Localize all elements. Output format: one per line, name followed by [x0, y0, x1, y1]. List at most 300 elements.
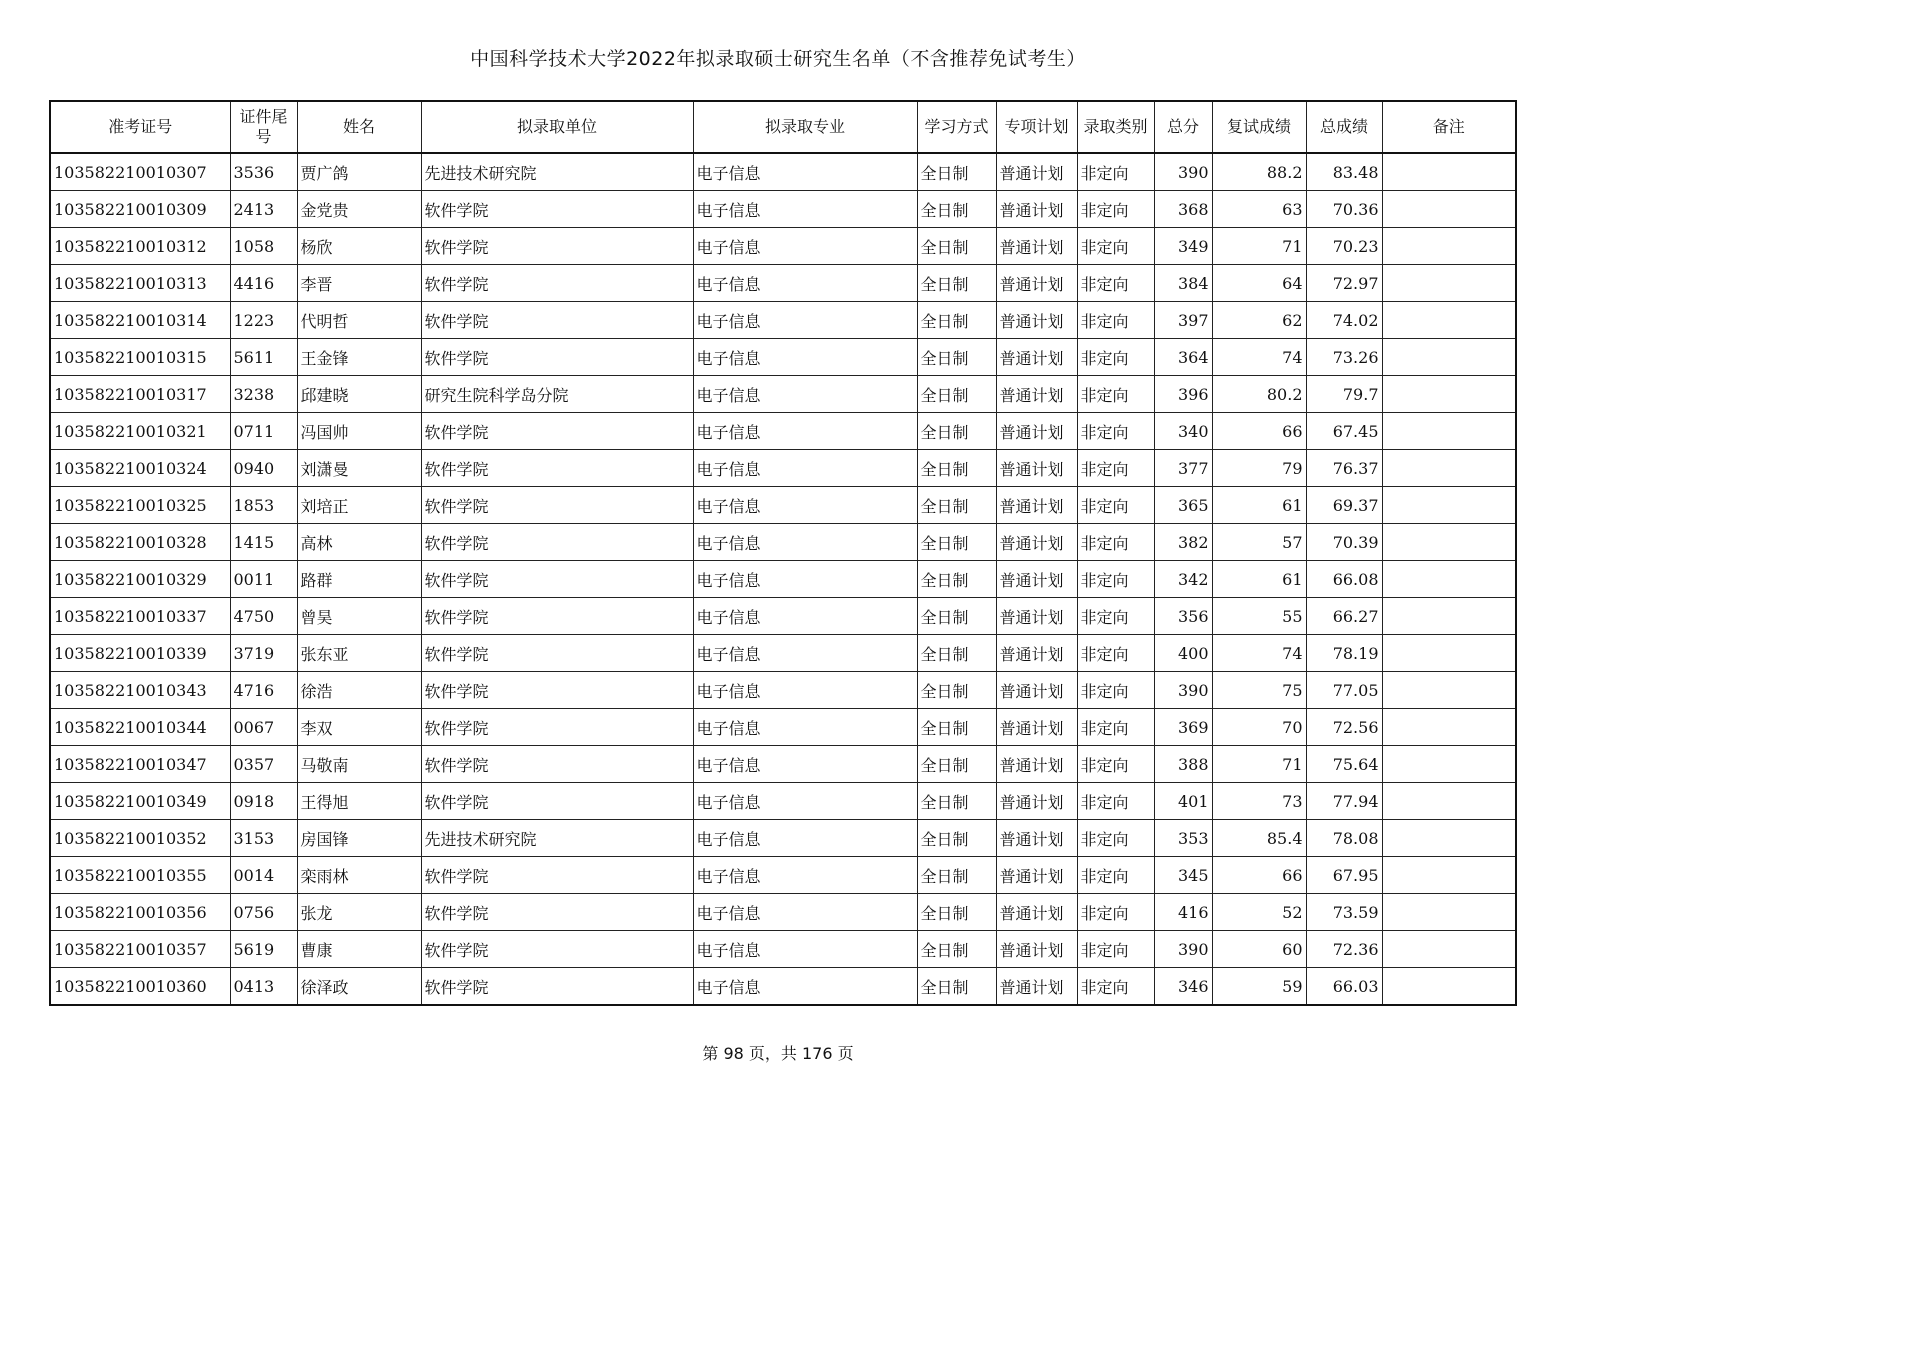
total-score-cell: 384	[1154, 265, 1212, 302]
total-score-cell: 416	[1154, 894, 1212, 931]
study-mode-cell: 全日制	[917, 524, 996, 561]
admission-type-cell: 非定向	[1077, 339, 1154, 376]
admission-type-cell: 非定向	[1077, 931, 1154, 968]
major-cell: 电子信息	[693, 413, 917, 450]
page-title: 中国科学技术大学2022年拟录取硕士研究生名单（不含推荐免试考生）	[470, 48, 1086, 70]
table-row	[50, 709, 1516, 746]
admission-type-cell: 非定向	[1077, 228, 1154, 265]
major-cell: 电子信息	[693, 302, 917, 339]
remarks-cell	[1382, 598, 1516, 635]
retest-score-cell: 64	[1212, 265, 1306, 302]
admission-type-cell: 非定向	[1077, 635, 1154, 672]
name-cell: 曹康	[297, 931, 421, 968]
exam-id-cell: 103582210010324	[50, 450, 230, 487]
retest-score-cell: 73	[1212, 783, 1306, 820]
final-score-cell: 75.64	[1306, 746, 1382, 783]
remarks-cell	[1382, 191, 1516, 228]
remarks-cell	[1382, 376, 1516, 413]
id-suffix-cell: 0756	[230, 894, 297, 931]
unit-cell: 软件学院	[421, 894, 693, 931]
unit-cell: 软件学院	[421, 709, 693, 746]
study-mode-cell: 全日制	[917, 968, 996, 1006]
name-cell: 张东亚	[297, 635, 421, 672]
study-mode-cell: 全日制	[917, 302, 996, 339]
major-cell: 电子信息	[693, 265, 917, 302]
unit-cell: 软件学院	[421, 265, 693, 302]
final-score-cell: 77.94	[1306, 783, 1382, 820]
retest-score-cell: 79	[1212, 450, 1306, 487]
exam-id-cell: 103582210010312	[50, 228, 230, 265]
retest-score-cell: 70	[1212, 709, 1306, 746]
special-plan-cell: 普通计划	[996, 783, 1077, 820]
retest-score-cell: 61	[1212, 487, 1306, 524]
study-mode-cell: 全日制	[917, 561, 996, 598]
exam-id-cell: 103582210010352	[50, 820, 230, 857]
name-cell: 刘潇曼	[297, 450, 421, 487]
name-cell: 代明哲	[297, 302, 421, 339]
major-cell: 电子信息	[693, 672, 917, 709]
total-score-cell: 377	[1154, 450, 1212, 487]
final-score-cell: 73.59	[1306, 894, 1382, 931]
admission-type-cell: 非定向	[1077, 302, 1154, 339]
name-cell: 王得旭	[297, 783, 421, 820]
exam-id-cell: 103582210010315	[50, 339, 230, 376]
name-cell: 房国锋	[297, 820, 421, 857]
exam-id-cell: 103582210010344	[50, 709, 230, 746]
major-cell: 电子信息	[693, 857, 917, 894]
admission-table	[49, 100, 1517, 1006]
header-exam-id: 准考证号	[50, 101, 230, 153]
special-plan-cell: 普通计划	[996, 302, 1077, 339]
major-cell: 电子信息	[693, 376, 917, 413]
unit-cell: 软件学院	[421, 931, 693, 968]
final-score-cell: 74.02	[1306, 302, 1382, 339]
table-row	[50, 672, 1516, 709]
unit-cell: 软件学院	[421, 672, 693, 709]
retest-score-cell: 66	[1212, 857, 1306, 894]
retest-score-cell: 74	[1212, 635, 1306, 672]
study-mode-cell: 全日制	[917, 191, 996, 228]
remarks-cell	[1382, 524, 1516, 561]
unit-cell: 软件学院	[421, 968, 693, 1006]
table-row	[50, 153, 1516, 191]
special-plan-cell: 普通计划	[996, 524, 1077, 561]
study-mode-cell: 全日制	[917, 598, 996, 635]
total-score-cell: 390	[1154, 672, 1212, 709]
study-mode-cell: 全日制	[917, 635, 996, 672]
retest-score-cell: 55	[1212, 598, 1306, 635]
remarks-cell	[1382, 153, 1516, 191]
name-cell: 高林	[297, 524, 421, 561]
final-score-cell: 72.36	[1306, 931, 1382, 968]
major-cell: 电子信息	[693, 894, 917, 931]
retest-score-cell: 63	[1212, 191, 1306, 228]
admission-type-cell: 非定向	[1077, 191, 1154, 228]
major-cell: 电子信息	[693, 228, 917, 265]
unit-cell: 软件学院	[421, 635, 693, 672]
remarks-cell	[1382, 820, 1516, 857]
admission-type-cell: 非定向	[1077, 598, 1154, 635]
table-row	[50, 746, 1516, 783]
unit-cell: 软件学院	[421, 524, 693, 561]
major-cell: 电子信息	[693, 153, 917, 191]
name-cell: 冯国帅	[297, 413, 421, 450]
special-plan-cell: 普通计划	[996, 931, 1077, 968]
name-cell: 李双	[297, 709, 421, 746]
remarks-cell	[1382, 746, 1516, 783]
header-retest-score: 复试成绩	[1212, 101, 1306, 153]
total-score-cell: 400	[1154, 635, 1212, 672]
total-score-cell: 340	[1154, 413, 1212, 450]
remarks-cell	[1382, 339, 1516, 376]
final-score-cell: 70.23	[1306, 228, 1382, 265]
major-cell: 电子信息	[693, 820, 917, 857]
header-study-mode: 学习方式	[917, 101, 996, 153]
exam-id-cell: 103582210010328	[50, 524, 230, 561]
special-plan-cell: 普通计划	[996, 968, 1077, 1006]
unit-cell: 软件学院	[421, 783, 693, 820]
final-score-cell: 70.36	[1306, 191, 1382, 228]
id-suffix-cell: 1415	[230, 524, 297, 561]
name-cell: 张龙	[297, 894, 421, 931]
exam-id-cell: 103582210010313	[50, 265, 230, 302]
special-plan-cell: 普通计划	[996, 487, 1077, 524]
study-mode-cell: 全日制	[917, 709, 996, 746]
final-score-cell: 77.05	[1306, 672, 1382, 709]
unit-cell: 软件学院	[421, 191, 693, 228]
major-cell: 电子信息	[693, 968, 917, 1006]
special-plan-cell: 普通计划	[996, 228, 1077, 265]
final-score-cell: 73.26	[1306, 339, 1382, 376]
final-score-cell: 76.37	[1306, 450, 1382, 487]
final-score-cell: 66.08	[1306, 561, 1382, 598]
name-cell: 王金锋	[297, 339, 421, 376]
special-plan-cell: 普通计划	[996, 413, 1077, 450]
exam-id-cell: 103582210010314	[50, 302, 230, 339]
retest-score-cell: 59	[1212, 968, 1306, 1006]
study-mode-cell: 全日制	[917, 413, 996, 450]
special-plan-cell: 普通计划	[996, 635, 1077, 672]
study-mode-cell: 全日制	[917, 265, 996, 302]
name-cell: 徐泽政	[297, 968, 421, 1006]
remarks-cell	[1382, 487, 1516, 524]
unit-cell: 软件学院	[421, 746, 693, 783]
unit-cell: 研究生院科学岛分院	[421, 376, 693, 413]
name-cell: 马敬南	[297, 746, 421, 783]
table-row	[50, 450, 1516, 487]
total-score-cell: 364	[1154, 339, 1212, 376]
final-score-cell: 72.97	[1306, 265, 1382, 302]
major-cell: 电子信息	[693, 191, 917, 228]
id-suffix-cell: 0711	[230, 413, 297, 450]
name-cell: 杨欣	[297, 228, 421, 265]
name-cell: 金党贵	[297, 191, 421, 228]
name-cell: 曾昊	[297, 598, 421, 635]
study-mode-cell: 全日制	[917, 450, 996, 487]
id-suffix-cell: 0014	[230, 857, 297, 894]
admission-type-cell: 非定向	[1077, 561, 1154, 598]
header-remarks: 备注	[1382, 101, 1516, 153]
study-mode-cell: 全日制	[917, 894, 996, 931]
name-cell: 李晋	[297, 265, 421, 302]
exam-id-cell: 103582210010321	[50, 413, 230, 450]
total-score-cell: 346	[1154, 968, 1212, 1006]
unit-cell: 软件学院	[421, 450, 693, 487]
special-plan-cell: 普通计划	[996, 857, 1077, 894]
exam-id-cell: 103582210010360	[50, 968, 230, 1006]
admission-type-cell: 非定向	[1077, 376, 1154, 413]
remarks-cell	[1382, 413, 1516, 450]
admission-type-cell: 非定向	[1077, 746, 1154, 783]
id-suffix-cell: 1853	[230, 487, 297, 524]
table-row	[50, 931, 1516, 968]
study-mode-cell: 全日制	[917, 376, 996, 413]
major-cell: 电子信息	[693, 487, 917, 524]
unit-cell: 软件学院	[421, 487, 693, 524]
retest-score-cell: 75	[1212, 672, 1306, 709]
exam-id-cell: 103582210010355	[50, 857, 230, 894]
total-score-cell: 342	[1154, 561, 1212, 598]
total-score-cell: 349	[1154, 228, 1212, 265]
major-cell: 电子信息	[693, 450, 917, 487]
admission-type-cell: 非定向	[1077, 413, 1154, 450]
final-score-cell: 69.37	[1306, 487, 1382, 524]
final-score-cell: 67.45	[1306, 413, 1382, 450]
major-cell: 电子信息	[693, 931, 917, 968]
id-suffix-cell: 3536	[230, 153, 297, 191]
final-score-cell: 66.03	[1306, 968, 1382, 1006]
table-row	[50, 339, 1516, 376]
id-suffix-cell: 3719	[230, 635, 297, 672]
id-suffix-cell: 4416	[230, 265, 297, 302]
exam-id-cell: 103582210010347	[50, 746, 230, 783]
total-score-cell: 397	[1154, 302, 1212, 339]
study-mode-cell: 全日制	[917, 931, 996, 968]
study-mode-cell: 全日制	[917, 153, 996, 191]
total-score-cell: 390	[1154, 153, 1212, 191]
header-admission-type: 录取类别	[1077, 101, 1154, 153]
final-score-cell: 79.7	[1306, 376, 1382, 413]
special-plan-cell: 普通计划	[996, 450, 1077, 487]
final-score-cell: 78.19	[1306, 635, 1382, 672]
table-row	[50, 561, 1516, 598]
name-cell: 贾广鸽	[297, 153, 421, 191]
exam-id-cell: 103582210010329	[50, 561, 230, 598]
unit-cell: 软件学院	[421, 561, 693, 598]
special-plan-cell: 普通计划	[996, 153, 1077, 191]
retest-score-cell: 74	[1212, 339, 1306, 376]
final-score-cell: 66.27	[1306, 598, 1382, 635]
unit-cell: 软件学院	[421, 413, 693, 450]
retest-score-cell: 60	[1212, 931, 1306, 968]
id-suffix-cell: 0918	[230, 783, 297, 820]
id-suffix-cell: 4716	[230, 672, 297, 709]
special-plan-cell: 普通计划	[996, 746, 1077, 783]
total-score-cell: 401	[1154, 783, 1212, 820]
remarks-cell	[1382, 450, 1516, 487]
major-cell: 电子信息	[693, 783, 917, 820]
unit-cell: 软件学院	[421, 302, 693, 339]
retest-score-cell: 61	[1212, 561, 1306, 598]
total-score-cell: 396	[1154, 376, 1212, 413]
header-special-plan: 专项计划	[996, 101, 1077, 153]
exam-id-cell: 103582210010343	[50, 672, 230, 709]
total-score-cell: 353	[1154, 820, 1212, 857]
study-mode-cell: 全日制	[917, 820, 996, 857]
name-cell: 栾雨林	[297, 857, 421, 894]
admission-type-cell: 非定向	[1077, 783, 1154, 820]
remarks-cell	[1382, 635, 1516, 672]
id-suffix-cell: 0067	[230, 709, 297, 746]
final-score-cell: 70.39	[1306, 524, 1382, 561]
retest-score-cell: 80.2	[1212, 376, 1306, 413]
study-mode-cell: 全日制	[917, 228, 996, 265]
total-score-cell: 365	[1154, 487, 1212, 524]
remarks-cell	[1382, 561, 1516, 598]
header-final-score: 总成绩	[1306, 101, 1382, 153]
special-plan-cell: 普通计划	[996, 709, 1077, 746]
admission-type-cell: 非定向	[1077, 857, 1154, 894]
retest-score-cell: 71	[1212, 746, 1306, 783]
remarks-cell	[1382, 783, 1516, 820]
id-suffix-cell: 3238	[230, 376, 297, 413]
remarks-cell	[1382, 968, 1516, 1006]
final-score-cell: 72.56	[1306, 709, 1382, 746]
table-row	[50, 894, 1516, 931]
special-plan-cell: 普通计划	[996, 894, 1077, 931]
admission-type-cell: 非定向	[1077, 672, 1154, 709]
retest-score-cell: 88.2	[1212, 153, 1306, 191]
table-row	[50, 857, 1516, 894]
header-total-score: 总分	[1154, 101, 1212, 153]
special-plan-cell: 普通计划	[996, 820, 1077, 857]
unit-cell: 先进技术研究院	[421, 820, 693, 857]
special-plan-cell: 普通计划	[996, 561, 1077, 598]
id-suffix-cell: 1223	[230, 302, 297, 339]
total-score-cell: 368	[1154, 191, 1212, 228]
unit-cell: 软件学院	[421, 339, 693, 376]
table-row	[50, 598, 1516, 635]
remarks-cell	[1382, 931, 1516, 968]
admission-type-cell: 非定向	[1077, 265, 1154, 302]
remarks-cell	[1382, 228, 1516, 265]
admission-type-cell: 非定向	[1077, 450, 1154, 487]
admission-type-cell: 非定向	[1077, 709, 1154, 746]
final-score-cell: 78.08	[1306, 820, 1382, 857]
id-suffix-cell: 0413	[230, 968, 297, 1006]
id-suffix-cell: 3153	[230, 820, 297, 857]
remarks-cell	[1382, 265, 1516, 302]
special-plan-cell: 普通计划	[996, 265, 1077, 302]
admission-type-cell: 非定向	[1077, 968, 1154, 1006]
total-score-cell: 388	[1154, 746, 1212, 783]
final-score-cell: 67.95	[1306, 857, 1382, 894]
table-row	[50, 820, 1516, 857]
page-footer: 第 98 页，共 176 页	[702, 1044, 854, 1063]
id-suffix-cell: 1058	[230, 228, 297, 265]
table-row	[50, 265, 1516, 302]
major-cell: 电子信息	[693, 709, 917, 746]
retest-score-cell: 62	[1212, 302, 1306, 339]
unit-cell: 软件学院	[421, 228, 693, 265]
unit-cell: 软件学院	[421, 598, 693, 635]
exam-id-cell: 103582210010357	[50, 931, 230, 968]
id-suffix-cell: 5611	[230, 339, 297, 376]
study-mode-cell: 全日制	[917, 857, 996, 894]
total-score-cell: 356	[1154, 598, 1212, 635]
unit-cell: 先进技术研究院	[421, 153, 693, 191]
remarks-cell	[1382, 302, 1516, 339]
name-cell: 路群	[297, 561, 421, 598]
exam-id-cell: 103582210010339	[50, 635, 230, 672]
study-mode-cell: 全日制	[917, 672, 996, 709]
retest-score-cell: 66	[1212, 413, 1306, 450]
special-plan-cell: 普通计划	[996, 191, 1077, 228]
table-row	[50, 524, 1516, 561]
exam-id-cell: 103582210010337	[50, 598, 230, 635]
header-id-suffix: 证件尾号	[230, 101, 297, 153]
total-score-cell: 382	[1154, 524, 1212, 561]
admission-type-cell: 非定向	[1077, 487, 1154, 524]
major-cell: 电子信息	[693, 635, 917, 672]
major-cell: 电子信息	[693, 561, 917, 598]
table-body	[50, 153, 1516, 1005]
admission-type-cell: 非定向	[1077, 820, 1154, 857]
id-suffix-cell: 0011	[230, 561, 297, 598]
name-cell: 徐浩	[297, 672, 421, 709]
study-mode-cell: 全日制	[917, 783, 996, 820]
retest-score-cell: 57	[1212, 524, 1306, 561]
exam-id-cell: 103582210010309	[50, 191, 230, 228]
header-name: 姓名	[297, 101, 421, 153]
admission-type-cell: 非定向	[1077, 894, 1154, 931]
table-row	[50, 487, 1516, 524]
table-row	[50, 376, 1516, 413]
total-score-cell: 390	[1154, 931, 1212, 968]
major-cell: 电子信息	[693, 598, 917, 635]
special-plan-cell: 普通计划	[996, 339, 1077, 376]
study-mode-cell: 全日制	[917, 746, 996, 783]
special-plan-cell: 普通计划	[996, 376, 1077, 413]
special-plan-cell: 普通计划	[996, 672, 1077, 709]
id-suffix-cell: 5619	[230, 931, 297, 968]
remarks-cell	[1382, 894, 1516, 931]
retest-score-cell: 52	[1212, 894, 1306, 931]
header-unit: 拟录取单位	[421, 101, 693, 153]
final-score-cell: 83.48	[1306, 153, 1382, 191]
remarks-cell	[1382, 672, 1516, 709]
header-major: 拟录取专业	[693, 101, 917, 153]
exam-id-cell: 103582210010317	[50, 376, 230, 413]
major-cell: 电子信息	[693, 746, 917, 783]
table-row	[50, 783, 1516, 820]
name-cell: 刘培正	[297, 487, 421, 524]
id-suffix-cell: 2413	[230, 191, 297, 228]
admission-type-cell: 非定向	[1077, 524, 1154, 561]
unit-cell: 软件学院	[421, 857, 693, 894]
total-score-cell: 369	[1154, 709, 1212, 746]
id-suffix-cell: 0940	[230, 450, 297, 487]
id-suffix-cell: 4750	[230, 598, 297, 635]
name-cell: 邱建晓	[297, 376, 421, 413]
table-row	[50, 635, 1516, 672]
table-row	[50, 228, 1516, 265]
exam-id-cell: 103582210010325	[50, 487, 230, 524]
remarks-cell	[1382, 857, 1516, 894]
major-cell: 电子信息	[693, 339, 917, 376]
special-plan-cell: 普通计划	[996, 598, 1077, 635]
table-row	[50, 302, 1516, 339]
